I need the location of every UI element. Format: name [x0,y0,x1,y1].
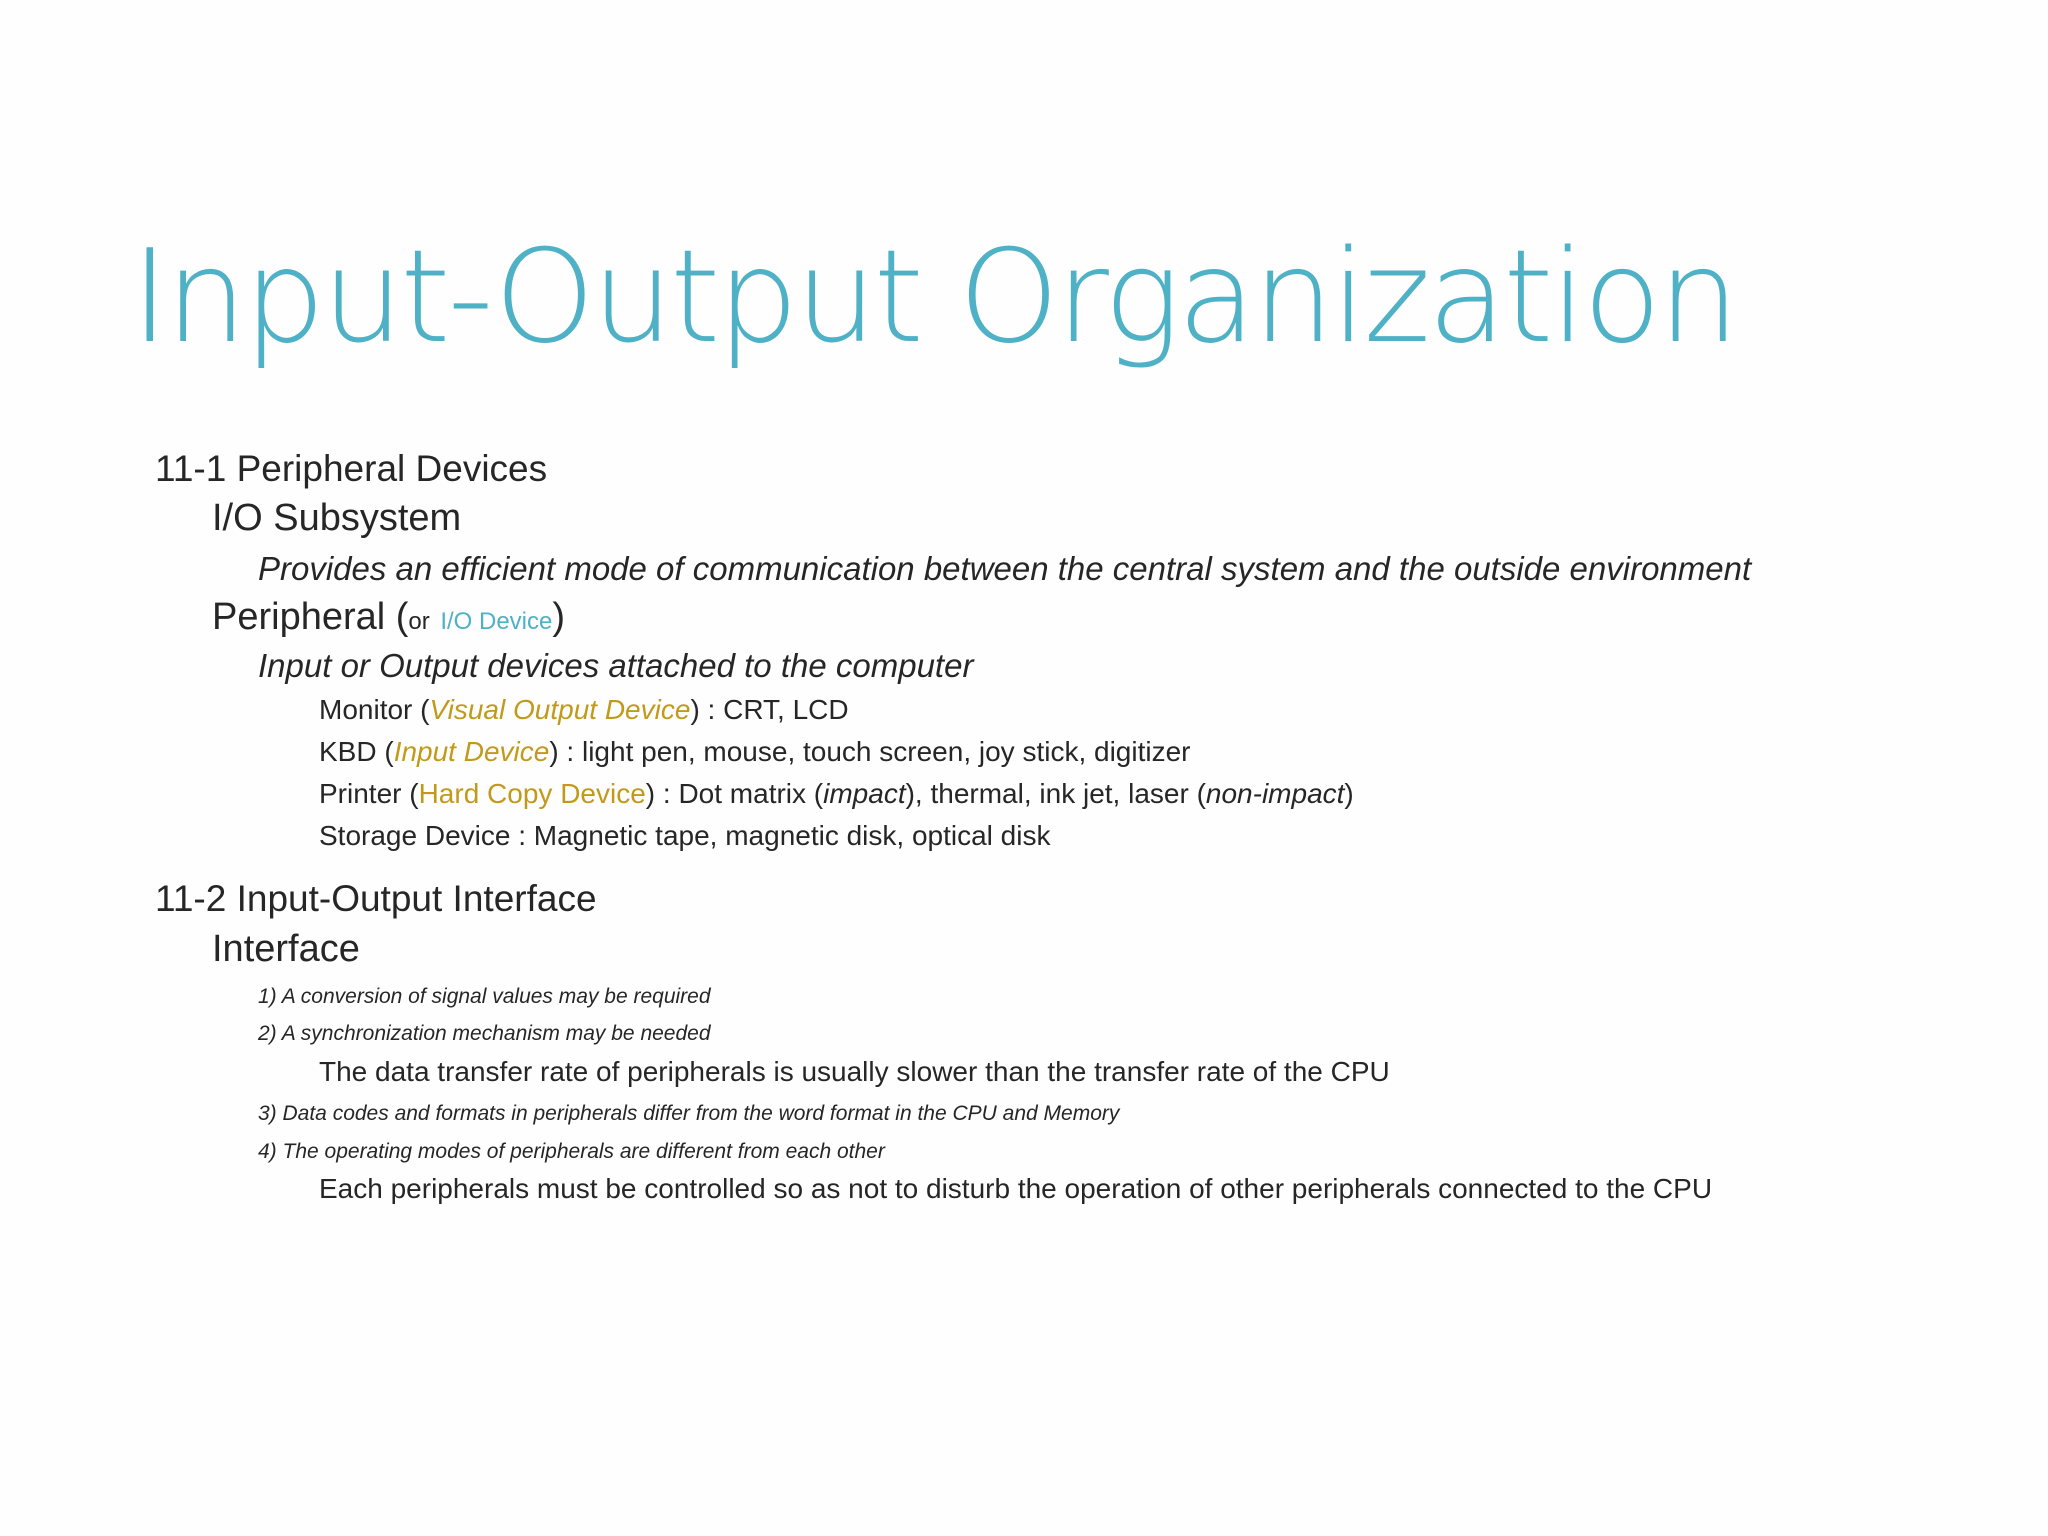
interface-point-4: 4) The operating modes of peripherals are different from each other [258,1140,885,1163]
io-subsystem-label: I/O Subsystem [212,497,462,539]
interface-point-1: 1) A conversion of signal values may be required [258,985,711,1008]
peripheral-close: ) [552,596,566,638]
monitor-type: Visual Output Device [429,694,691,725]
section-heading-io-interface: 11-2 Input-Output Interface [155,878,597,919]
peripheral-or: or [408,608,430,635]
peripheral-description: Input or Output devices attached to the computer [258,647,974,684]
section-heading-peripheral-devices: 11-1 Peripheral Devices [155,448,548,489]
printer-name: Printer ( [319,778,419,809]
printer-rest-b: ), thermal, ink jet, laser ( [905,778,1206,809]
printer-line [319,778,1354,810]
kbd-rest: ) : light pen, mouse, touch screen, joy stick, digitizer [549,736,1191,767]
interface-point-2: 2) A synchronization mechanism may be needed [258,1022,711,1045]
storage-line: Storage Device : Magnetic tape, magnetic disk, optical disk [319,820,1051,851]
io-device-term: I/O Device [440,608,553,635]
printer-type: Hard Copy Device [418,778,646,809]
monitor-line [319,694,849,726]
peripheral-label-line [212,596,565,639]
printer-rest-a: ) : Dot matrix ( [645,778,824,809]
printer-non-impact: non-impact [1205,778,1345,809]
kbd-name: KBD ( [319,736,394,767]
printer-impact: impact [823,778,906,809]
interface-point-3: 3) Data codes and formats in peripherals differ from the word format in the CPU and Memory [258,1102,1120,1125]
monitor-name: Monitor ( [319,694,430,725]
slide-title: Input-Output Organization [131,223,1737,372]
kbd-type: Input Device [393,736,550,767]
printer-rest-c: ) [1344,778,1354,809]
monitor-rest: ) : CRT, LCD [690,694,849,725]
transfer-rate-note: The data transfer rate of peripherals is usually slower than the transfer rate of the CPU [319,1056,1390,1087]
kbd-line [319,736,1191,768]
peripheral-label: Peripheral ( [212,596,409,638]
control-note: Each peripherals must be controlled so as not to disturb the operation of other peripherals connected to the CPU [319,1173,1713,1204]
interface-label: Interface [212,928,360,970]
io-subsystem-description: Provides an efficient mode of communication between the central system and the outside environment [258,550,1752,587]
